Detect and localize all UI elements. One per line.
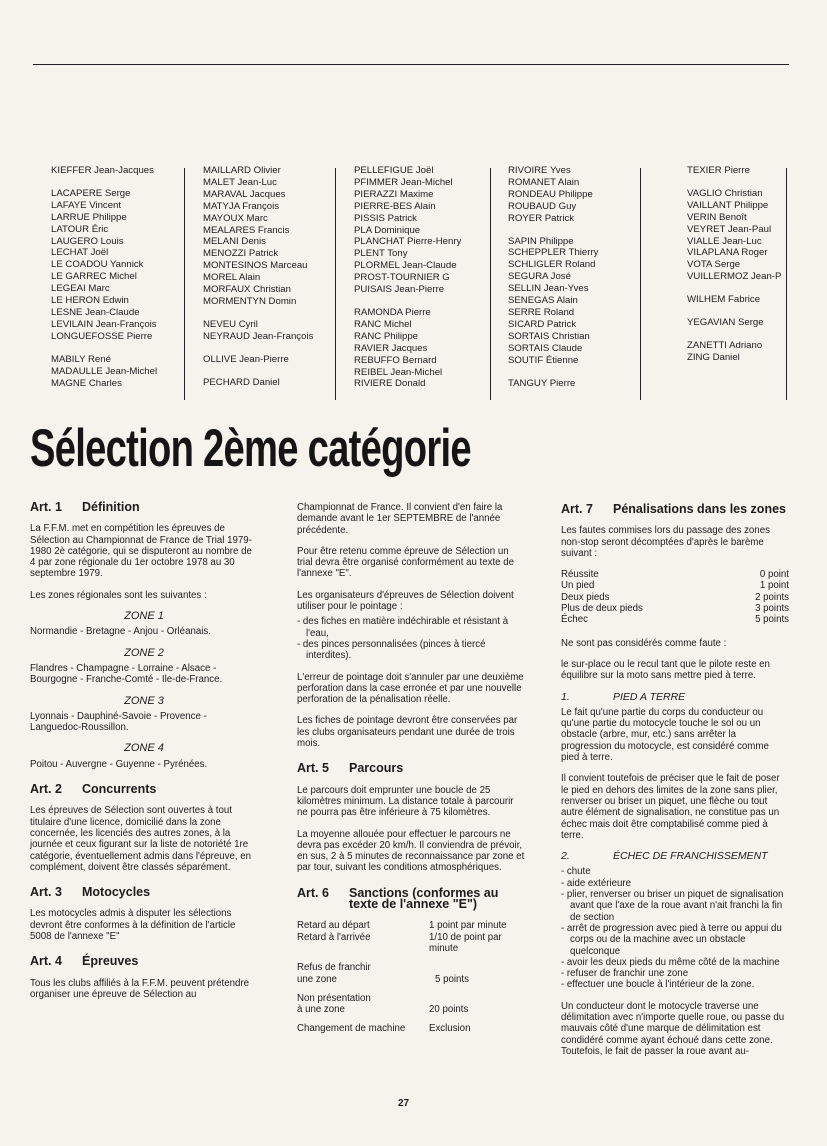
- list-item: - chute: [561, 866, 591, 878]
- competitor-name: LECHAT Joël: [51, 247, 109, 259]
- spacer: [203, 308, 313, 319]
- competitor-name: SAPIN Philippe: [508, 235, 574, 247]
- competitor-name: MONTESINOS Marceau: [203, 260, 308, 272]
- table-row: Non présentation à une zone 20 points: [297, 992, 469, 1016]
- article-1-text: La F.F.M. met en compétition les épreuves de Sélection au Championnat de France de Trial 1979-1980 2è catégorie, qui se disputeront au nombre de 4 par zone régionale du 1er octobre 1978 au 30 septembre 1979.: [30, 523, 252, 580]
- spacer: [203, 366, 313, 377]
- column-divider: [335, 168, 336, 400]
- page-title: Sélection 2ème catégorie: [30, 419, 471, 478]
- competitor-name: RIVIERE Donald: [354, 378, 426, 390]
- zone-2-regions: Flandres - Champagne - Lorraine - Alsace - Bourgogne - Franche-Comté - Ile-de-France.: [30, 662, 223, 686]
- competitor-name: VAGLIO Christian: [687, 187, 763, 199]
- section-2-continued: Toutefois, le fait de passer la roue avant au-: [561, 1045, 749, 1057]
- top-rule: [33, 64, 789, 65]
- zone-1-regions: Normandie - Bretagne - Anjou - Orléanais.: [30, 626, 211, 638]
- list-item: Deux pieds 2 points: [561, 591, 789, 603]
- competitor-name: KIEFFER Jean-Jacques: [51, 165, 154, 176]
- competitor-name: ZING Daniel: [687, 351, 740, 363]
- competitor-name: LATOUR Éric: [51, 223, 109, 235]
- sanctions-table: [297, 920, 525, 1042]
- article-3-text: Les motocycles admis à disputer les sélections devront être conformes à la définition de l'article 5008 de l'annexe "E": [30, 908, 236, 943]
- zone-4-regions: Poitou - Auvergne - Guyenne - Pyrénées.: [30, 758, 208, 770]
- text-column-2: [297, 502, 525, 1043]
- competitor-name: VERIN Benoît: [687, 211, 747, 223]
- article-5-heading: Art. 5 Parcours: [297, 761, 404, 776]
- section-1-text: Le fait qu'une partie du corps du conducteur ou qu'une partie du motocycle touche le sol ou un obstacle (arbre, mur, etc.) sans arrêter la progression du motocycle, est considéré comme pied à terre.: [561, 706, 769, 764]
- competitor-name: REBUFFO Bernard: [354, 354, 437, 366]
- competitor-name: MAGNE Charles: [51, 377, 122, 389]
- bullet-item: - des fiches en matière indéchirable et résistant à l'eau,: [297, 616, 509, 639]
- zone-3-regions: Lyonnais - Dauphiné-Savoie - Provence - Languedoc-Roussillon.: [30, 710, 207, 734]
- competitor-name: VAILLANT Philippe: [687, 199, 769, 211]
- competitor-name: REIBEL Jean-Michel: [354, 366, 443, 378]
- list-item: Plus de deux pieds 3 points: [561, 603, 789, 615]
- section-2-text: Un conducteur dont le motocycle traverse une délimitation avec n'importe quelle roue, ou passe du mauvais côté d'une marque de délimitation est condidéré comme ayant échoué dans cette zone.: [561, 1000, 785, 1046]
- column-divider: [184, 168, 185, 400]
- not-fault-text: le sur-place ou le recul tant que le pilote reste en équilibre sur la moto sans mettre pied à terre.: [561, 658, 770, 682]
- competitor-name: SENEGAS Alain: [508, 295, 578, 307]
- spacer: [687, 177, 781, 188]
- competitor-name: SCHLIGLER Roland: [508, 259, 596, 271]
- scoring-intro: Les organisateurs d'épreuves de Sélection doivent utiliser pour le pointage :: [297, 589, 514, 613]
- article-3-heading: Art. 3 Motocycles: [30, 885, 151, 900]
- bullet-item: - des pinces personnalisées (pinces à tiercé interdites).: [297, 638, 486, 662]
- list-item: Réussite 0 point: [561, 569, 789, 581]
- competitor-name: NEVEU Cyril: [203, 318, 258, 330]
- competitor-name: SERRE Roland: [508, 306, 575, 318]
- table-row: Retard au départ Retard à l'arrivée 1 point par minute 1/10 de point par minute: [297, 920, 507, 954]
- text-column-1: [30, 488, 258, 1010]
- competitor-name: SELLIN Jean-Yves: [508, 283, 589, 295]
- spacer: [508, 225, 598, 236]
- article-5-speed: La moyenne allouée pour effectuer le parcours ne devra pas excéder 20 km/h. Il conviendra de prévoir, en sus, 2 à 5 minutes de reconnaissance par zone et par tour, suivant les conditions atmosphériques.: [297, 828, 525, 874]
- section-1-heading: 1. PIED A TERRE: [561, 690, 686, 703]
- competitor-name: MATYJA François: [203, 200, 280, 212]
- spacer: [687, 283, 781, 294]
- competitor-name: PLA Dominique: [354, 224, 421, 236]
- competitor-name: PROST-TOURNIER G: [354, 272, 450, 284]
- competitor-name: MORMENTYN Domin: [203, 295, 297, 307]
- competitor-name: LONGUEFOSSE Pierre: [51, 330, 153, 342]
- competitor-name: MELANI Denis: [203, 236, 266, 248]
- table-row: Changement de machine Exclusion: [297, 1023, 471, 1035]
- competitor-name: LE GARREC Michel: [51, 271, 137, 283]
- competitor-name: WILHEM Fabrice: [687, 294, 761, 306]
- competitor-name: MADAULLE Jean-Michel: [51, 365, 158, 377]
- competitor-name: PLANCHAT Pierre-Henry: [354, 236, 462, 248]
- competitor-name: PUISAIS Jean-Pierre: [354, 284, 445, 296]
- article-2-text: Les épreuves de Sélection sont ouvertes à tout titulaire d'une licence, domicilié dans la zone concernée, les licenciés des autres zones, à la journée et ceux figurant sur la liste de notoriété 1re catégorie, éventuellement admis dans l'épreuve, en complément, doivent être classés séparément.: [30, 805, 252, 873]
- competitor-name: MALET Jean-Luc: [203, 176, 277, 188]
- name-column-t-z: [687, 165, 781, 364]
- competitor-name: LARRUE Philippe: [51, 211, 127, 223]
- column-divider: [490, 168, 491, 400]
- competitor-name: SOUTIF Étienne: [508, 354, 579, 366]
- list-item: - arrêt de progression avec pied à terre ou appui du corps ou de la machine avec un obstacle quelconque: [561, 922, 782, 957]
- section-1-note: Il convient toutefois de préciser que le fait de poser le pied en dehors des limites de la zone sans plier, renverser ou briser un piquet, une flèche ou tout autre élément de signalisation, ne constitue pas un échec mais doit être comptabilisé comme pied à terre.: [561, 773, 780, 841]
- competitor-name: ROUBAUD Guy: [508, 200, 577, 212]
- competitor-name: SCHEPPLER Thierry: [508, 247, 599, 259]
- name-column-r-t: [508, 165, 598, 389]
- competitor-name: SICARD Patrick: [508, 318, 577, 330]
- section-2-heading: 2. ÉCHEC DE FRANCHISSEMENT: [561, 850, 768, 863]
- competitor-name: YEGAVIAN Serge: [687, 317, 764, 329]
- list-item: - avoir les deux pieds du même côté de la machine: [561, 956, 780, 968]
- zone-1-label: ZONE 1: [124, 610, 164, 623]
- competitor-name: MAILLARD Olivier: [203, 165, 281, 176]
- competitor-name: LE HERON Edwin: [51, 295, 129, 307]
- spacer: [51, 177, 157, 188]
- competitor-name: MENOZZI Patrick: [203, 248, 279, 260]
- list-item: - plier, renverser ou briser un piquet de signalisation avant que l'axe de la roue avant n'ait franchi la fin de section: [561, 889, 784, 923]
- competitor-name: LESNE Jean-Claude: [51, 306, 140, 318]
- competitor-name: OLLIVE Jean-Pierre: [203, 353, 289, 365]
- competitor-name: LE COADOU Yannick: [51, 259, 144, 271]
- spacer: [51, 343, 157, 354]
- article-6-heading: Art. 6 Sanctions (conformes au texte de l'annexe "E"): [297, 885, 499, 912]
- competitor-name: RAVIER Jacques: [354, 342, 428, 354]
- article-4-text: Tous les clubs affiliés à la F.F.M. peuvent prétendre organiser une épreuve de Sélection au: [30, 977, 249, 1000]
- text-column-3: [561, 490, 789, 1067]
- competitor-name: SORTAIS Claude: [508, 342, 583, 354]
- penalty-list: [561, 569, 789, 625]
- competitor-name: VIALLE Jean-Luc: [687, 235, 762, 247]
- list-item: Un pied 1 point: [561, 580, 789, 592]
- competitor-name: ROMANET Alain: [508, 176, 580, 188]
- spacer: [354, 296, 461, 307]
- competitor-name: LEVILAIN Jean-François: [51, 318, 157, 330]
- competitor-name: RONDEAU Philippe: [508, 188, 593, 200]
- competitor-name: LEGEAI Marc: [51, 283, 110, 295]
- competitor-name: MEALARES Francis: [203, 224, 290, 236]
- competitor-name: MAYOUX Marc: [203, 212, 268, 224]
- competitor-name: MARAVAL Jacques: [203, 188, 286, 200]
- competitor-name: PELLEFIGUE Joël: [354, 165, 434, 176]
- competitor-name: TEXIER Pierre: [687, 165, 750, 176]
- competitor-name: TANGUY Pierre: [508, 377, 576, 389]
- competitor-name: LACAPERE Serge: [51, 187, 131, 199]
- competitor-name: MOREL Alain: [203, 272, 261, 284]
- competitor-name: RAMONDA Pierre: [354, 306, 431, 318]
- competitor-name: VEYRET Jean-Paul: [687, 223, 772, 235]
- competitor-name: PECHARD Daniel: [203, 376, 280, 388]
- competitor-name: MORFAUX Christian: [203, 284, 291, 296]
- name-column-k-m: [51, 165, 157, 389]
- spacer: [687, 306, 781, 317]
- competitor-name: MABILY René: [51, 353, 111, 365]
- name-list: [44, 165, 796, 401]
- competitor-name: LAFAYE Vincent: [51, 199, 122, 211]
- spacer: [508, 367, 598, 378]
- not-fault-heading: Ne sont pas considérés comme faute :: [561, 637, 727, 649]
- competitor-name: PISSIS Patrick: [354, 212, 417, 224]
- competitor-name: RIVOIRE Yves: [508, 165, 571, 176]
- competitor-name: LAUGERO Louis: [51, 235, 124, 247]
- zone-2-label: ZONE 2: [124, 646, 164, 659]
- competitor-name: ROYER Patrick: [508, 212, 575, 224]
- competitor-name: ZANETTI Adriano: [687, 339, 763, 351]
- spacer: [203, 343, 313, 354]
- zone-3-label: ZONE 3: [124, 694, 164, 707]
- competitor-name: VOTA Serge: [687, 259, 741, 271]
- competitor-name: PIERRE-BES Alain: [354, 200, 436, 212]
- list-item: - refuser de franchir une zone: [561, 968, 689, 980]
- competitor-name: PIERAZZI Maxime: [354, 188, 434, 200]
- list-item: - aide extérieure: [561, 877, 632, 889]
- list-item: Échec 5 points: [561, 614, 789, 626]
- article-7-heading: Art. 7 Pénalisations dans les zones: [561, 502, 786, 516]
- scoring-cards: Les fiches de pointage devront être conservées par les clubs organisateurs pendant une durée de trois mois.: [297, 715, 518, 750]
- article-4-continued: Championnat de France. Il convient d'en faire la demande avant le 1er SEPTEMBRE de l'année précédente.: [297, 502, 503, 536]
- article-2-heading: Art. 2 Concurrents: [30, 782, 157, 797]
- page-number: 27: [398, 1098, 410, 1109]
- article-7-text: Les fautes commises lors du passage des zones non-stop seront décomptées d'après le barème suivant :: [561, 525, 770, 559]
- competitor-name: VUILLERMOZ Jean-P: [687, 271, 782, 283]
- zones-intro: Les zones régionales sont les suivantes :: [30, 589, 207, 601]
- column-divider: [786, 168, 787, 400]
- competitor-name: VILAPLANA Roger: [687, 247, 768, 259]
- name-column-p-r: [354, 165, 461, 390]
- list-item: - effectuer une boucle à l'intérieur de la zone.: [561, 979, 755, 991]
- competitor-name: PFIMMER Jean-Michel: [354, 176, 453, 188]
- failure-list: [561, 866, 789, 990]
- name-column-m-p: [203, 165, 313, 389]
- competitor-name: NEYRAUD Jean-François: [203, 330, 314, 342]
- competitor-name: PLORMEL Jean-Claude: [354, 260, 457, 272]
- article-4-heading: Art. 4 Épreuves: [30, 954, 139, 969]
- scoring-error: L'erreur de pointage doit s'annuler par une deuxième perforation dans la case erronée et par une nouvelle perforation de la pénalisation réelle.: [297, 671, 524, 706]
- competitor-name: SORTAIS Christian: [508, 330, 590, 342]
- competitor-name: PLENT Tony: [354, 248, 408, 260]
- table-row: Refus de franchir une zone 5 points: [297, 962, 469, 985]
- competitor-name: SEGURA José: [508, 271, 571, 283]
- zone-4-label: ZONE 4: [124, 742, 164, 755]
- article-1-heading: Art. 1 Définition: [30, 500, 140, 514]
- column-divider: [640, 168, 641, 400]
- competitor-name: RANC Michel: [354, 318, 412, 330]
- selection-rule: Pour être retenu comme épreuve de Sélection un trial devra être organisé conformément au texte de l'annexe "E".: [297, 545, 515, 580]
- spacer: [687, 329, 781, 340]
- competitor-name: RANC Philippe: [354, 330, 418, 342]
- article-5-text: Le parcours doit emprunter une boucle de 25 kilomètres minimum. La distance totale à parcourir ne pourra pas être inférieure à 75 kilomètres.: [297, 784, 514, 819]
